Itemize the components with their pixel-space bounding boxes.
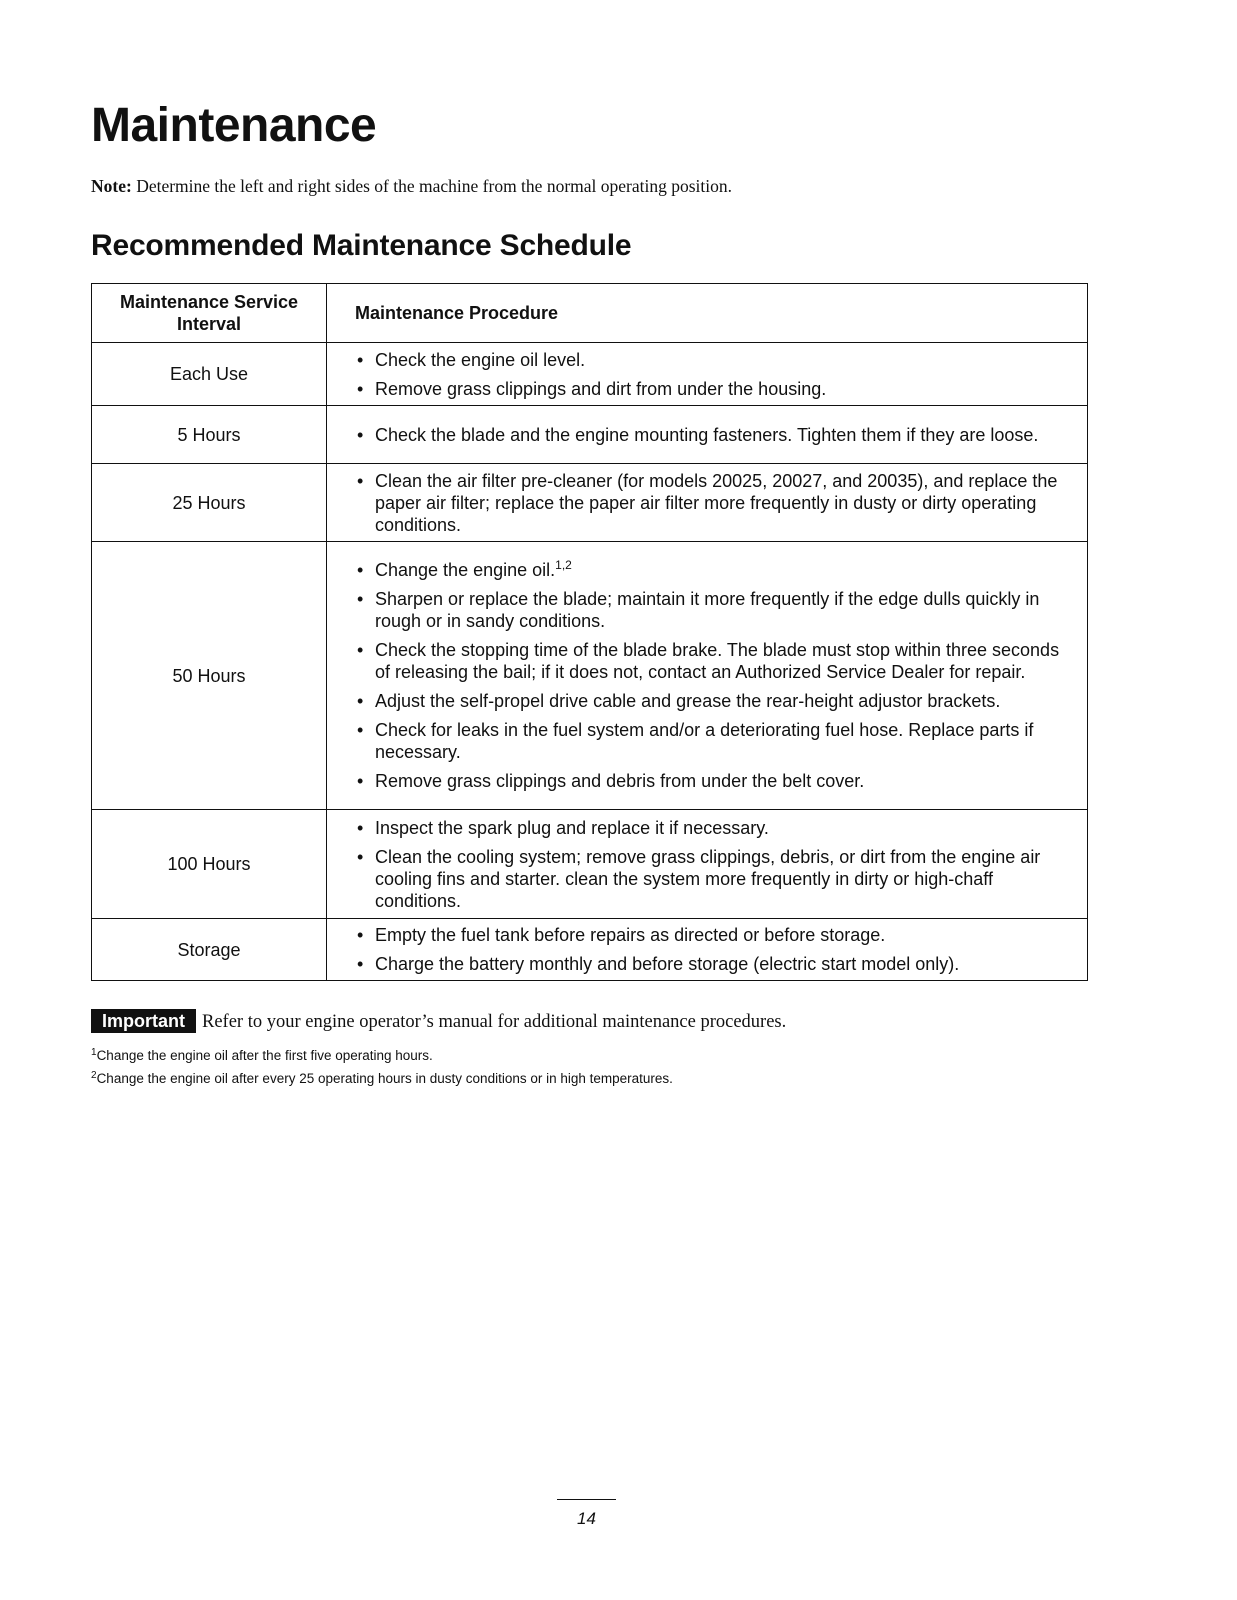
footnote-text: Change the engine oil after every 25 operating hours in dusty conditions or in high temperatures.: [96, 1071, 673, 1086]
procedure-item: • Charge the battery monthly and before storage (electric start model only).: [327, 953, 1079, 975]
important-text: Refer to your engine operator’s manual for additional maintenance procedures.: [202, 1012, 787, 1032]
procedure-item: • Remove grass clippings and debris from under the belt cover.: [327, 770, 1079, 792]
footnote-mark: 1: [91, 1047, 97, 1058]
interval-cell: 50 Hours: [92, 542, 327, 810]
procedure-cell: [327, 542, 1088, 810]
procedure-cell: [327, 343, 1088, 406]
procedure-item: • Check the stopping time of the blade brake. The blade must stop within three seconds of releasing the bail; if it does not, contact an Authorized Service Dealer for repair.: [327, 639, 1079, 683]
procedure-item-text: Change the engine oil.: [375, 560, 556, 580]
footnote: [91, 1070, 673, 1088]
table-row: [92, 343, 1088, 406]
procedure-item: • Check for leaks in the fuel system and/or a deteriorating fuel hose. Replace parts if necessary.: [327, 719, 1079, 763]
procedure-item: • Empty the fuel tank before repairs as directed or before storage.: [327, 924, 1079, 946]
table-row: [92, 406, 1088, 464]
note-text: Determine the left and right sides of the machine from the normal operating position.: [136, 176, 732, 196]
note-label: Note:: [91, 176, 132, 196]
procedure-item: • Sharpen or replace the blade; maintain it more frequently if the edge dulls quickly in rough or in sandy conditions.: [327, 588, 1079, 632]
table-row: [92, 810, 1088, 919]
procedure-item: • Check the engine oil level.: [327, 349, 1079, 371]
procedure-list: [327, 559, 1079, 792]
table-row: [92, 919, 1088, 981]
procedure-item: • Clean the cooling system; remove grass clippings, debris, or dirt from the engine air cooling fins and starter. clean the system more frequently in dirty or high-chaff conditions.: [327, 846, 1079, 912]
table-row: [92, 542, 1088, 810]
procedure-item: • Check the blade and the engine mounting fasteners. Tighten them if they are loose.: [327, 424, 1079, 446]
procedure-list: [327, 817, 1079, 912]
interval-cell: Storage: [92, 919, 327, 981]
procedure-cell: [327, 810, 1088, 919]
section-title: Recommended Maintenance Schedule: [91, 229, 632, 262]
procedure-list: [327, 349, 1079, 400]
procedure-item: • Remove grass clippings and dirt from under the housing.: [327, 378, 1079, 400]
interval-cell: 25 Hours: [92, 464, 327, 542]
header-interval: Maintenance Service Interval: [92, 284, 327, 343]
note-paragraph: [91, 173, 732, 199]
procedure-cell: [327, 406, 1088, 464]
procedure-item: • Adjust the self-propel drive cable and grease the rear-height adjustor brackets.: [327, 690, 1079, 712]
important-callout: [91, 1009, 786, 1034]
page-number: 14: [577, 1509, 596, 1528]
procedure-item: • Inspect the spark plug and replace it if necessary.: [327, 817, 1079, 839]
interval-cell: 100 Hours: [92, 810, 327, 919]
interval-cell: 5 Hours: [92, 406, 327, 464]
page-title: Maintenance: [91, 99, 377, 152]
footnote: [91, 1047, 433, 1065]
procedure-list: [327, 470, 1079, 536]
procedure-cell: [327, 464, 1088, 542]
procedure-list: [327, 924, 1079, 975]
table-header-row: [92, 284, 1088, 343]
table-row: [92, 464, 1088, 542]
procedure-cell: [327, 919, 1088, 981]
page-number-rule: [557, 1499, 616, 1500]
important-badge: Important: [91, 1009, 196, 1033]
maintenance-schedule-table: [91, 283, 1088, 981]
footnote-reference: 1,2: [555, 558, 572, 572]
interval-cell: Each Use: [92, 343, 327, 406]
procedure-item: • Clean the air filter pre-cleaner (for models 20025, 20027, and 20035), and replace the paper air filter; replace the paper air filter more frequently in dusty or dirty operating conditions.: [327, 470, 1079, 536]
procedure-item: [327, 559, 1079, 581]
header-procedure: Maintenance Procedure: [327, 284, 1088, 343]
procedure-list: [327, 424, 1079, 446]
footnote-mark: 2: [91, 1070, 97, 1081]
footnote-text: Change the engine oil after the first five operating hours.: [96, 1048, 433, 1063]
